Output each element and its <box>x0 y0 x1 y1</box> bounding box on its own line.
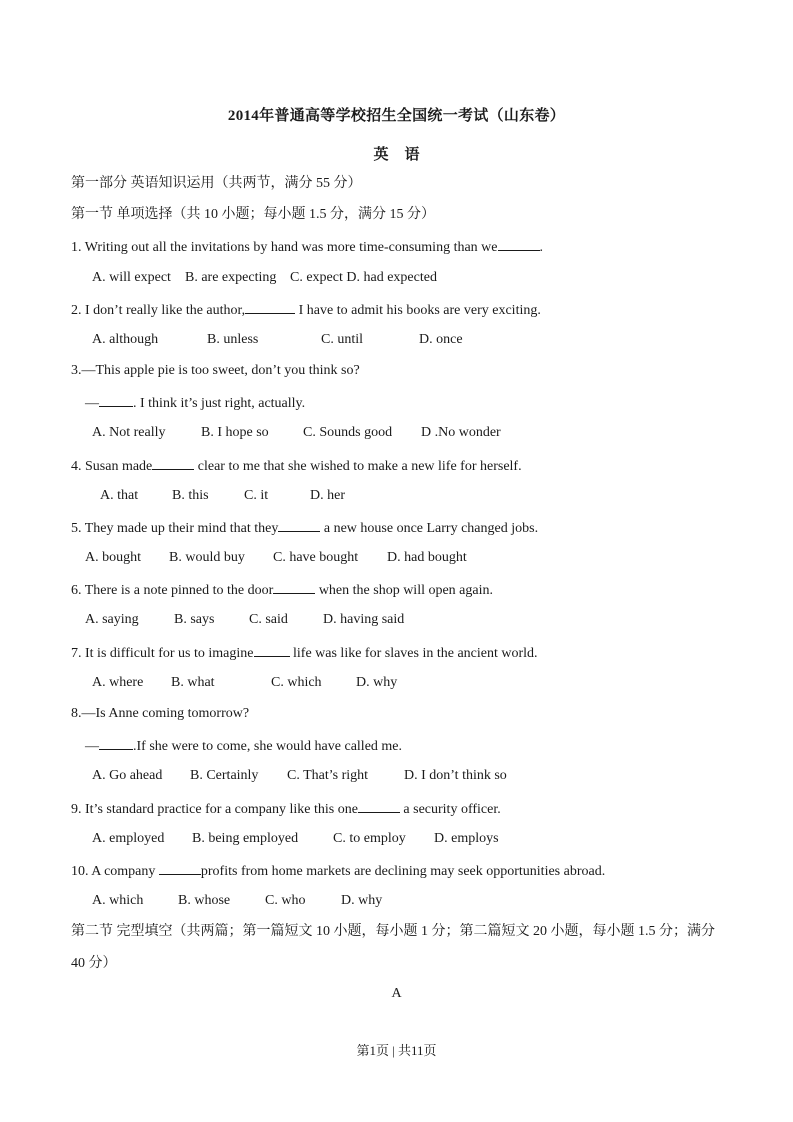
q6-option-d: D. having said <box>323 612 405 627</box>
question-5: 5. They made up their mind that they a new house once Larry changed jobs. <box>71 518 538 538</box>
q4-option-b: B. this <box>172 488 209 503</box>
q8-option-c: C. That’s right <box>287 768 369 783</box>
q8-option-a: A. Go ahead <box>92 768 163 783</box>
q9-option-a: A. employed <box>92 831 165 846</box>
q10-option-a: A. which <box>92 893 144 908</box>
exam-title: 2014年普通高等学校招生全国统一考试（山东卷） <box>227 108 566 124</box>
answer-blank <box>358 799 400 813</box>
part-one-heading: 第一部分 英语知识运用（共两节，满分 55 分） <box>71 176 362 191</box>
q5-option-c: C. have bought <box>273 550 359 565</box>
answer-blank <box>159 861 201 875</box>
question-9: 9. It’s standard practice for a company like this one a security officer. <box>71 799 501 819</box>
q6-option-b: B. says <box>174 612 215 627</box>
question-3: 3.—This apple pie is too sweet, don’t you think so? <box>71 363 360 378</box>
answer-blank <box>245 300 295 314</box>
answer-blank <box>254 643 290 657</box>
answer-blank <box>498 237 540 251</box>
section-one-heading: 第一节 单项选择（共 10 小题；每小题 1.5 分，满分 15 分） <box>71 207 435 222</box>
q7-option-b: B. what <box>171 675 215 690</box>
q9-option-c: C. to employ <box>333 831 406 846</box>
q3-option-c: C. Sounds good <box>303 425 393 440</box>
answer-blank <box>99 393 133 407</box>
passage-a-label: A <box>391 986 402 1001</box>
q5-option-a: A. bought <box>85 550 141 565</box>
question-2: 2. I don’t really like the author, I have to admit his books are very exciting. <box>71 300 541 320</box>
subject-heading: 英语 <box>373 147 436 163</box>
q1-option-b: B. are expecting <box>185 270 277 285</box>
q6-option-a: A. saying <box>85 612 139 627</box>
answer-blank <box>99 736 133 750</box>
q1-option-a: A. will expect <box>92 270 171 285</box>
question-10: 10. A company profits from home markets are declining may seek opportunities abroad. <box>71 861 605 881</box>
q9-option-d: D. employs <box>434 831 499 846</box>
answer-blank <box>273 580 315 594</box>
q7-option-d: D. why <box>356 675 398 690</box>
section-two-heading-cont: 40 分） <box>71 956 117 971</box>
section-two-heading: 第二节 完型填空（共两篇；第一篇短文 10 小题，每小题 1 分；第二篇短文 20 小题，每小题 1.5 分；满分 <box>71 924 715 939</box>
q8-option-b: B. Certainly <box>190 768 259 783</box>
question-3-reply: — . I think it’s just right, actually. <box>85 393 305 413</box>
q5-option-d: D. had bought <box>387 550 467 565</box>
q4-option-c: C. it <box>244 488 269 503</box>
q10-option-c: C. who <box>265 893 306 908</box>
answer-blank <box>278 518 320 532</box>
q7-option-a: A. where <box>92 675 144 690</box>
q10-option-d: D. why <box>341 893 383 908</box>
question-6: 6. There is a note pinned to the door when the shop will open again. <box>71 580 493 600</box>
question-8: 8.—Is Anne coming tomorrow? <box>71 706 250 721</box>
q2-option-d: D. once <box>419 332 463 347</box>
q7-option-c: C. which <box>271 675 322 690</box>
q1-option-cd: C. expect D. had expected <box>290 270 437 285</box>
q2-option-a: A. although <box>92 332 159 347</box>
question-1: 1. Writing out all the invitations by hand was more time-consuming than we . <box>71 237 543 257</box>
q4-option-a: A. that <box>100 488 139 503</box>
q5-option-b: B. would buy <box>169 550 245 565</box>
question-7: 7. It is difficult for us to imagine life was like for slaves in the ancient world. <box>71 643 538 663</box>
question-4: 4. Susan made clear to me that she wished to make a new life for herself. <box>71 456 522 476</box>
q8-option-d: D. I don’t think so <box>404 768 507 783</box>
q4-option-d: D. her <box>310 488 345 503</box>
q3-option-a: A. Not really <box>92 425 166 440</box>
q9-option-b: B. being employed <box>192 831 299 846</box>
q10-option-b: B. whose <box>178 893 231 908</box>
q6-option-c: C. said <box>249 612 288 627</box>
answer-blank <box>152 456 194 470</box>
q3-option-b: B. I hope so <box>201 425 269 440</box>
q2-option-c: C. until <box>321 332 364 347</box>
question-8-reply: — .If she were to come, she would have called me. <box>85 736 402 756</box>
q2-option-b: B. unless <box>207 332 259 347</box>
q3-option-d: D .No wonder <box>421 425 501 440</box>
page-footer: 第1页 | 共11页 <box>356 1043 437 1058</box>
